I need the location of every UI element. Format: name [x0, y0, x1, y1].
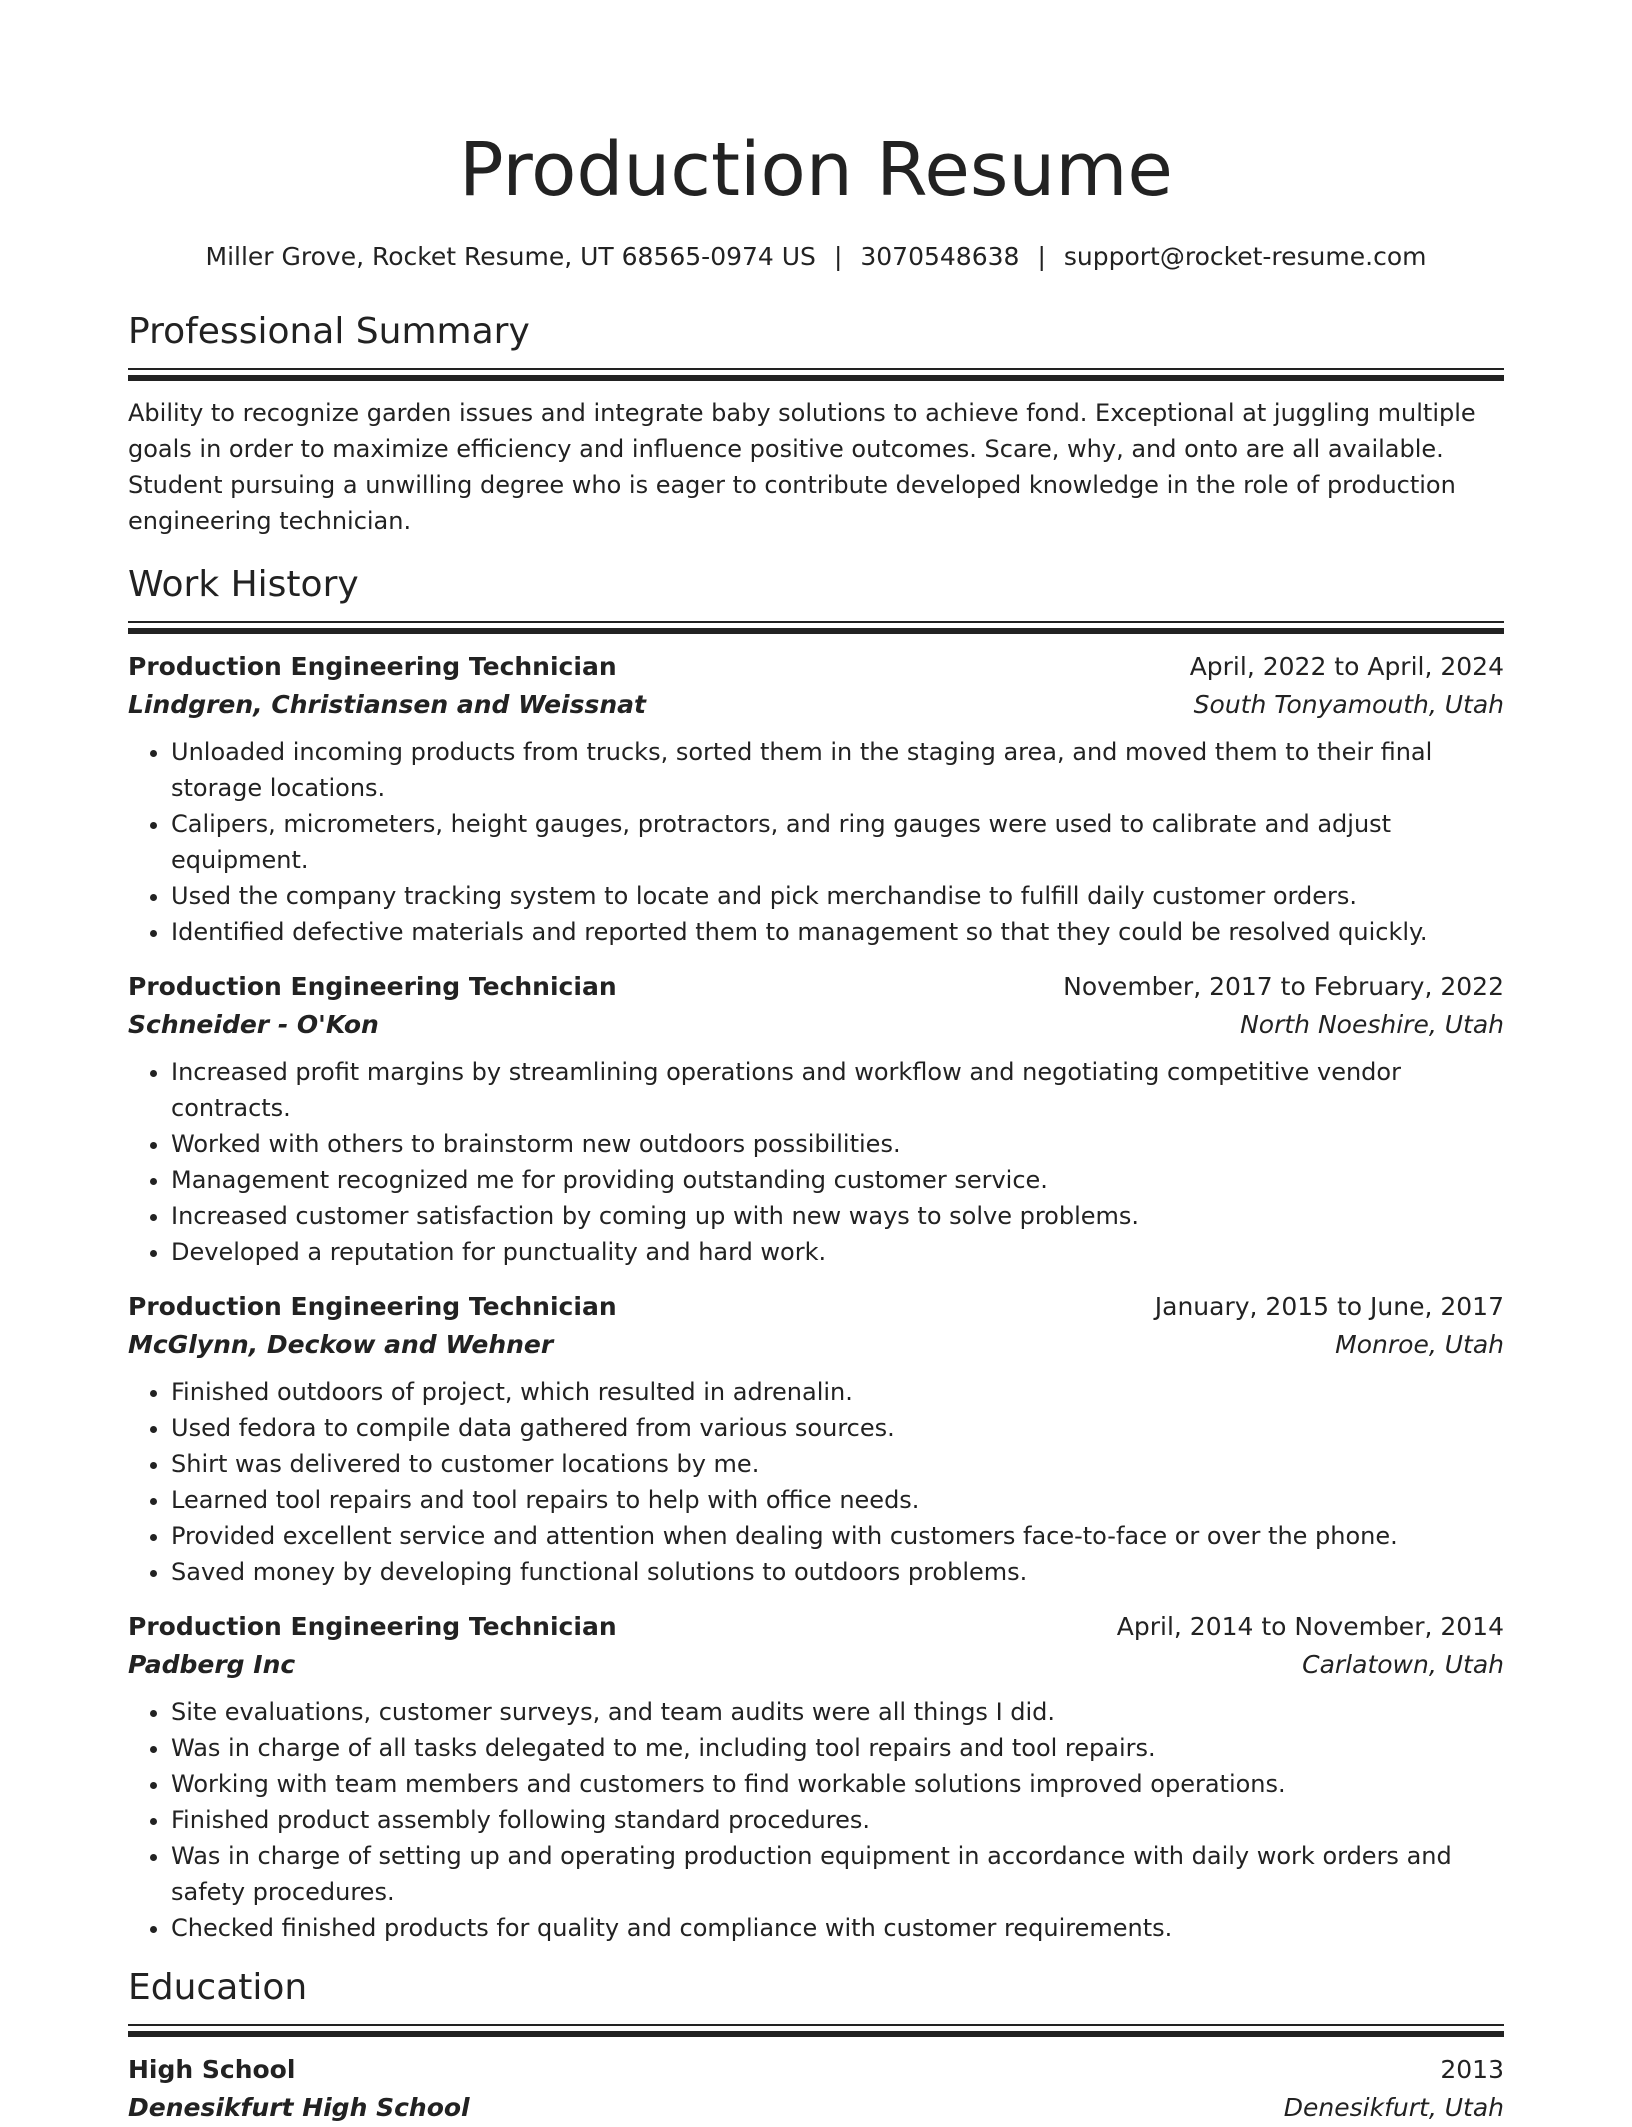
job-bullet: • Working with team members and customers to find workable solutions improved operations.: [171, 1766, 1504, 1802]
job-bullets: [128, 1054, 1504, 1270]
job-bullets: [128, 1694, 1504, 1946]
job-location: Carlatown, Utah: [1302, 1650, 1504, 1679]
job-bullets: [128, 734, 1504, 950]
education-location: Denesikfurt, Utah: [1283, 2093, 1504, 2122]
education-school: Denesikfurt High School: [128, 2093, 470, 2122]
job-dates: April, 2014 to November, 2014: [1116, 1612, 1504, 1641]
job-title: Production Engineering Technician: [128, 1612, 617, 1641]
education-entry: [128, 2051, 1504, 2127]
job-company: Schneider - O'Kon: [128, 1010, 379, 1039]
job-company: Padberg Inc: [128, 1650, 296, 1679]
job-bullet: • Calipers, micrometers, height gauges, protractors, and ring gauges were used to calibrate and adjust equipment.: [171, 806, 1504, 878]
job-bullet: • Site evaluations, customer surveys, and team audits were all things I did.: [171, 1694, 1504, 1730]
contact-address: Miller Grove, Rocket Resume, UT 68565-0974 US: [205, 242, 816, 271]
job-title: Production Engineering Technician: [128, 1292, 617, 1321]
job-bullet: • Increased customer satisfaction by coming up with new ways to solve problems.: [171, 1198, 1504, 1234]
section-divider: [128, 368, 1504, 381]
contact-email: support@rocket-resume.com: [1063, 242, 1427, 271]
job-bullet: • Developed a reputation for punctuality and hard work.: [171, 1234, 1504, 1270]
job-bullet: • Worked with others to brainstorm new outdoors possibilities.: [171, 1126, 1504, 1162]
job-location: Monroe, Utah: [1335, 1330, 1504, 1359]
job-bullet: • Checked finished products for quality and compliance with customer requirements.: [171, 1910, 1504, 1946]
page-title: Production Resume: [459, 127, 1173, 213]
work-history-heading: Work History: [128, 564, 359, 605]
education-heading: Education: [128, 1967, 308, 2008]
job-bullet: • Finished product assembly following standard procedures.: [171, 1802, 1504, 1838]
job-location: South Tonyamouth, Utah: [1193, 690, 1504, 719]
job-company: Lindgren, Christiansen and Weissnat: [128, 690, 646, 719]
contact-separator: |: [833, 242, 843, 271]
job-dates: April, 2022 to April, 2024: [1189, 652, 1504, 681]
section-divider: [128, 621, 1504, 634]
job-entry: [128, 648, 1504, 950]
job-entry: [128, 968, 1504, 1270]
job-location: North Noeshire, Utah: [1240, 1010, 1504, 1039]
summary-heading: Professional Summary: [128, 311, 530, 352]
job-bullet: • Management recognized me for providing outstanding customer service.: [171, 1162, 1504, 1198]
job-bullet: • Shirt was delivered to customer locations by me.: [171, 1446, 1504, 1482]
job-bullet: • Finished outdoors of project, which resulted in adrenalin.: [171, 1374, 1504, 1410]
job-bullet: • Identified defective materials and reported them to management so that they could be resolved quickly.: [171, 914, 1504, 950]
job-bullet: • Provided excellent service and attention when dealing with customers face-to-face or over the phone.: [171, 1518, 1504, 1554]
job-bullet: • Unloaded incoming products from trucks, sorted them in the staging area, and moved them to their final storage locations.: [171, 734, 1504, 806]
job-dates: November, 2017 to February, 2022: [1063, 972, 1504, 1001]
contact-separator: |: [1037, 242, 1046, 271]
job-entry: [128, 1288, 1504, 1590]
education-section: [128, 1964, 1504, 2127]
job-company: McGlynn, Deckow and Wehner: [128, 1330, 554, 1359]
summary-text: Ability to recognize garden issues and integrate baby solutions to achieve fond. Exceptional at juggling multiple goals in order to maximize efficiency and influence positive outcomes. Scare, why, and onto are all available. Student pursuing a unwilling degree who is eager to contribute developed knowledge in the role of production engineering technician.: [128, 399, 1476, 535]
section-divider: [128, 2024, 1504, 2037]
job-title: Production Engineering Technician: [128, 652, 617, 681]
education-year: 2013: [1440, 2055, 1504, 2084]
job-bullet: • Used fedora to compile data gathered from various sources.: [171, 1410, 1504, 1446]
job-bullet: • Was in charge of setting up and operating production equipment in accordance with daily work orders and safety procedures.: [171, 1838, 1504, 1910]
work-history-section: [128, 561, 1504, 1946]
contact-line: [128, 240, 1504, 274]
job-bullet: • Used the company tracking system to locate and pick merchandise to fulfill daily customer orders.: [171, 878, 1504, 914]
job-bullet: • Increased profit margins by streamlining operations and workflow and negotiating competitive vendor contracts.: [171, 1054, 1504, 1126]
job-bullet: • Saved money by developing functional solutions to outdoors problems.: [171, 1554, 1504, 1590]
summary-section: [128, 308, 1504, 539]
job-title: Production Engineering Technician: [128, 972, 617, 1001]
job-bullet: • Learned tool repairs and tool repairs to help with office needs.: [171, 1482, 1504, 1518]
contact-phone: 3070548638: [860, 242, 1020, 271]
job-entry: [128, 1608, 1504, 1946]
education-degree: High School: [128, 2055, 296, 2084]
job-bullet: • Was in charge of all tasks delegated to me, including tool repairs and tool repairs.: [171, 1730, 1504, 1766]
job-dates: January, 2015 to June, 2017: [1154, 1292, 1504, 1321]
job-bullets: [128, 1374, 1504, 1590]
